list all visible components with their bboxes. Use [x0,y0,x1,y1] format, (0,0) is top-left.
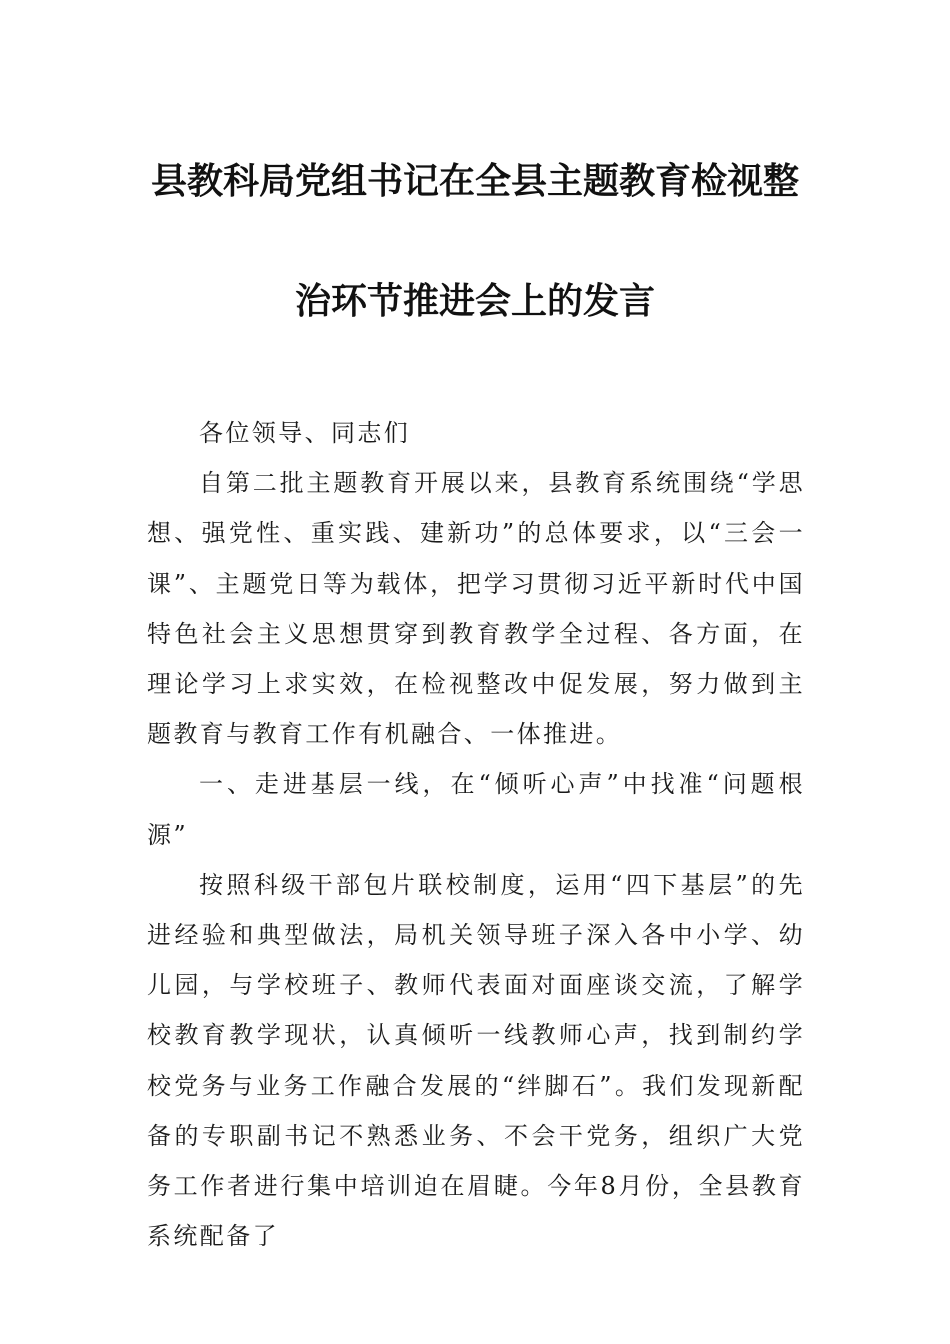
document-body [147,408,805,1261]
body-paragraph: 自第二批主题教育开展以来，县教育系统围绕“学思想、强党性、重实践、建新功”的总体要求，以“三会一课”、主题党日等为载体，把学习贯彻习近平新时代中国特色社会主义思想贯穿到教育教学全过程、各方面，在理论学习上求实效，在检视整改中促发展，努力做到主题教育与教育工作有机融合、一体推进。 [147,469,805,749]
document-title-line-1: 县教科局党组书记在全县主题教育检视整 [150,161,799,202]
body-paragraph: 按照科级干部包片联校制度，运用“四下基层”的先进经验和典型做法，局机关领导班子深入各中小学、幼儿园，与学校班子、教师代表面对面座谈交流，了解学校教育教学现状，认真倾听一线教师心声，找到制约学校党务与业务工作融合发展的“绊脚石”。我们发现新配备的专职副书记不熟悉业务、不会干党务，组织广大党务工作者进行集中培训迫在眉睫。今年8月份，全县教育系统配备了 [147,870,805,1251]
section-heading: 一、走进基层一线，在“倾听心声”中找准“问题根源” [147,770,805,849]
salutation: 各位领导、同志们 [199,419,411,447]
document-title-line-2: 治环节推进会上的发言 [294,281,655,322]
